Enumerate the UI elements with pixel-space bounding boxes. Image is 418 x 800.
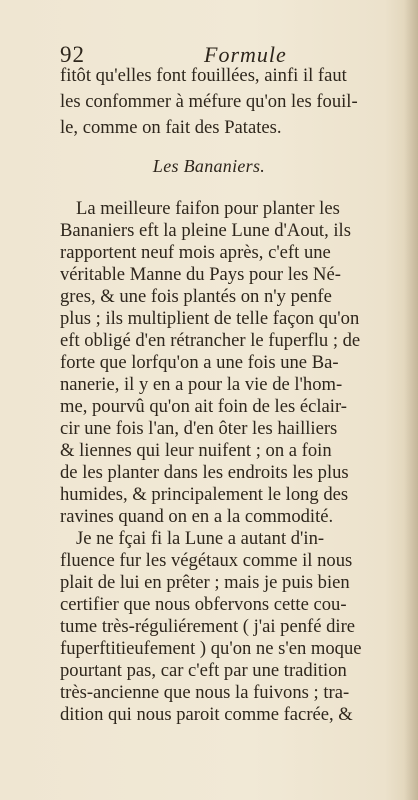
text-line: tume très-réguliérement ( j'ai penfé dire — [60, 618, 356, 637]
text-line: très-ancienne que nous la fuivons ; tra- — [60, 684, 350, 703]
text-line: me, pourvû qu'on ait foin de les éclair- — [60, 398, 347, 417]
text-line: forte que lorfqu'on a une fois une Ba- — [60, 354, 339, 373]
text-line: véritable Manne du Pays pour les Né- — [60, 266, 341, 285]
text-line: eft obligé d'en rétrancher le fuperflu ; de — [60, 332, 361, 351]
text-line: plus ; ils multiplient de telle façon qu'on — [60, 310, 360, 329]
text-line: cir une fois l'an, d'en ôter les hailliers — [60, 420, 338, 439]
text-line: gres, & une fois plantés on n'y penfe — [60, 288, 332, 307]
page-number: 92 — [60, 42, 85, 67]
running-head: Formule — [204, 42, 287, 67]
text-line: Je ne fçai fi la Lune a autant d'in- — [76, 530, 325, 549]
text-line: dition qui nous paroit comme facrée, & — [60, 706, 353, 725]
text-line: Bananiers eft la pleine Lune d'Aout, ils — [60, 222, 351, 241]
text-line: plait de lui en prêter ; mais je puis bien — [60, 574, 350, 593]
page-header — [60, 42, 410, 68]
text-line: certifier que nous obfervons cette cou- — [60, 596, 347, 615]
text-line: les confommer à méfure qu'on les fouil- — [60, 93, 358, 112]
text-line: ravines quand on en a la commodité. — [60, 508, 334, 527]
text-line: fluence fur les végétaux comme il nous — [60, 552, 353, 571]
text-line: nanerie, il y en a pour la vie de l'hom- — [60, 376, 343, 395]
text-line: fuperftitieufement ) qu'on ne s'en moque — [60, 640, 362, 659]
section-title: Les Bananiers. — [152, 156, 266, 176]
text-line: de les planter dans les endroits les plus — [60, 464, 349, 483]
text-line: La meilleure faifon pour planter les — [76, 200, 340, 219]
text-line: & liennes qui leur nuifent ; on a foin — [60, 442, 332, 461]
text-line: rapportent neuf mois après, c'eft une — [60, 244, 331, 263]
text-line: le, comme on fait des Patates. — [60, 119, 282, 138]
text-line: humides, & principalement le long des — [60, 486, 349, 505]
text-line: fitôt qu'elles font fouillées, ainfi il faut — [60, 67, 347, 86]
text-line: pourtant pas, car c'eft par une tradition — [60, 662, 347, 681]
